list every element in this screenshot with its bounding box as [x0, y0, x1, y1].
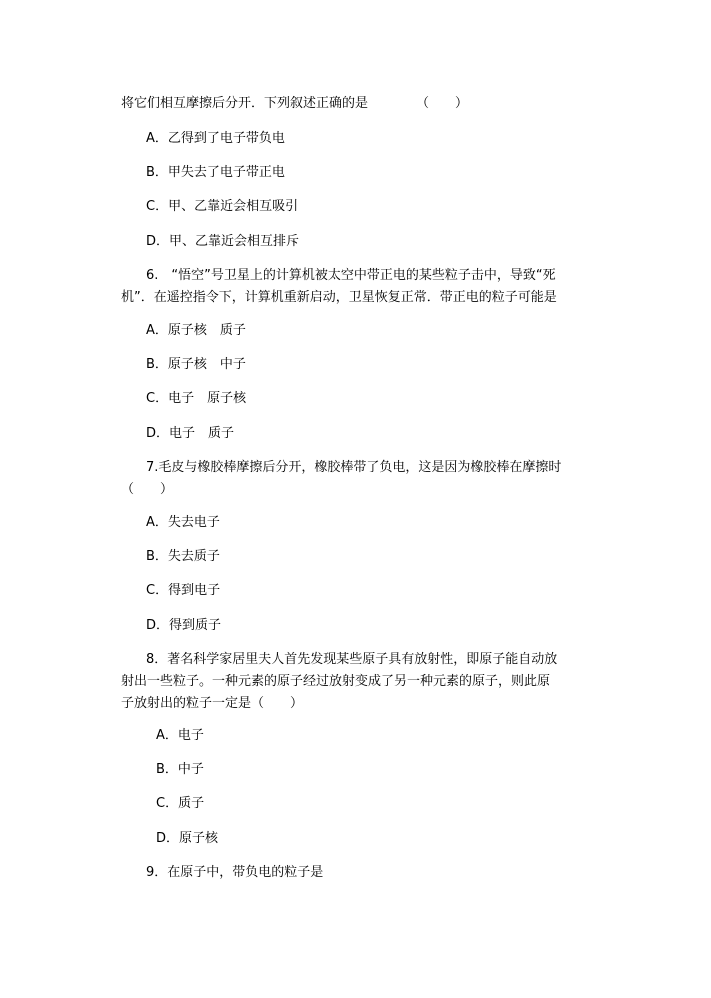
question-8-stem-line-3: 子放射出的粒子一定是（ ） [121, 696, 304, 711]
question-5-option-b: B．甲失去了电子带正电 [146, 165, 285, 180]
question-8-option-d: D．原子核 [156, 831, 219, 846]
question-5-option-c: C．甲、乙靠近会相互吸引 [146, 199, 299, 214]
question-5-option-d: D．甲、乙靠近会相互排斥 [146, 234, 300, 249]
question-6-stem-line-2: 机”．在遥控指令下，计算机重新启动，卫星恢复正常．带正电的粒子可能是 [121, 290, 557, 305]
question-8-option-c: C．质子 [156, 796, 205, 811]
question-5-stem-text: 将它们相互摩擦后分开．下列叙述正确的是 [121, 96, 369, 111]
question-5-option-a: A．乙得到了电子带负电 [146, 131, 285, 146]
question-6-option-d: D．电子 质子 [146, 426, 235, 441]
question-6-option-b: B．原子核 中子 [146, 357, 246, 372]
question-7-option-b: B．失去质子 [146, 549, 220, 564]
question-8-stem-line-2: 射出一些粒子。一种元素的原子经过放射变成了另一种元素的原子，则此原 [121, 674, 551, 689]
question-8-option-b: B．中子 [156, 762, 204, 777]
question-9-stem: 9．在原子中，带负电的粒子是 [146, 865, 324, 880]
question-5-answer-paren: （ ） [416, 96, 469, 111]
question-7-option-d: D．得到质子 [146, 618, 222, 633]
question-7-stem-line-1: 7.毛皮与橡胶棒摩擦后分开，橡胶棒带了负电，这是因为橡胶棒在摩擦时 [146, 460, 562, 475]
question-5-stem [121, 96, 469, 112]
question-6-option-a: A．原子核 质子 [146, 323, 246, 338]
question-8-stem-line-1: 8．著名科学家居里夫人首先发现某些原子具有放射性，即原子能自动放 [146, 652, 558, 667]
question-6-option-c: C．电子 原子核 [146, 391, 247, 406]
question-7-option-c: C．得到电子 [146, 583, 221, 598]
question-7-option-a: A．失去电子 [146, 515, 220, 530]
question-7-stem-line-2: （ ） [121, 482, 174, 497]
question-8-option-a: A．电子 [156, 728, 204, 743]
question-6-stem-line-1: 6. “悟空”号卫星上的计算机被太空中带正电的某些粒子击中，导致“死 [146, 268, 556, 283]
